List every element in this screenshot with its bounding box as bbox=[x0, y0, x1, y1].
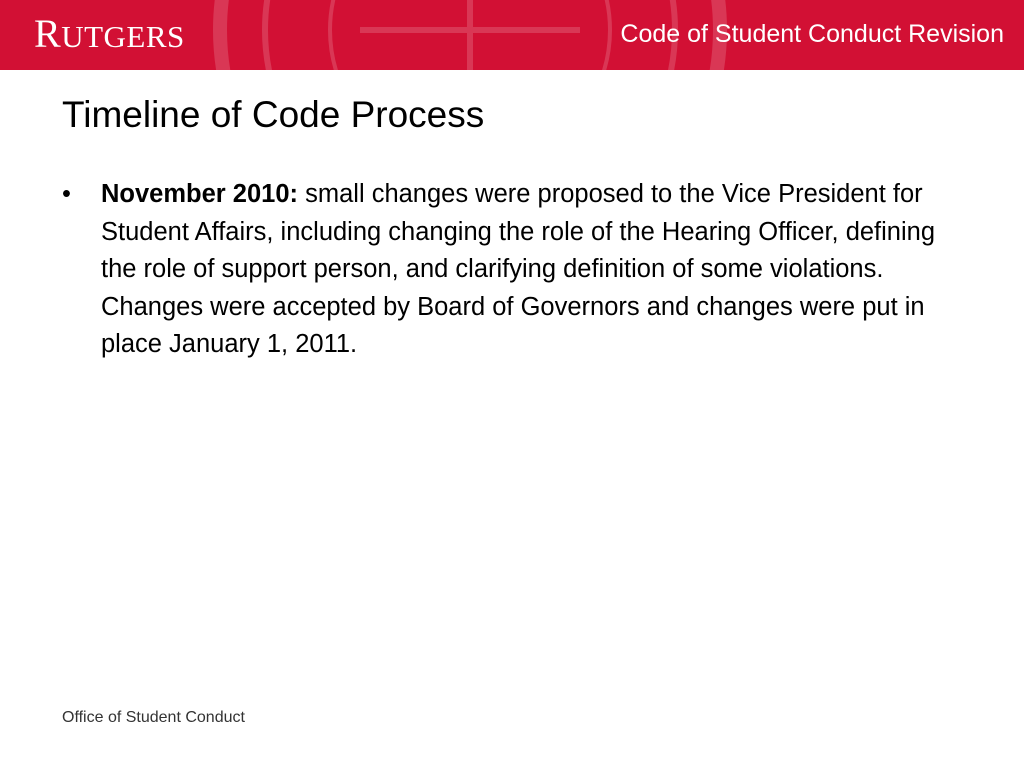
list-item bbox=[62, 176, 952, 364]
logo-rest: UTGERS bbox=[61, 19, 185, 54]
bullet-text: small changes were proposed to the Vice President for Student Affairs, including changing the role of the Hearing Officer, defining the role of support person, and clarifying definition of some violations. Changes were accepted by Board of Governors and changes were put in place January 1, 2011. bbox=[101, 180, 936, 358]
bullet-list bbox=[62, 176, 952, 364]
slide-title: Timeline of Code Process bbox=[62, 94, 485, 135]
logo-initial: R bbox=[34, 11, 62, 56]
bullet-dot-icon: • bbox=[62, 180, 71, 208]
rutgers-logo bbox=[34, 11, 185, 57]
presentation-title: Code of Student Conduct Revision bbox=[620, 20, 1004, 48]
footer-text: Office of Student Conduct bbox=[62, 709, 245, 726]
bullet-lead: November 2010: bbox=[101, 180, 299, 208]
header-band bbox=[0, 0, 1024, 70]
